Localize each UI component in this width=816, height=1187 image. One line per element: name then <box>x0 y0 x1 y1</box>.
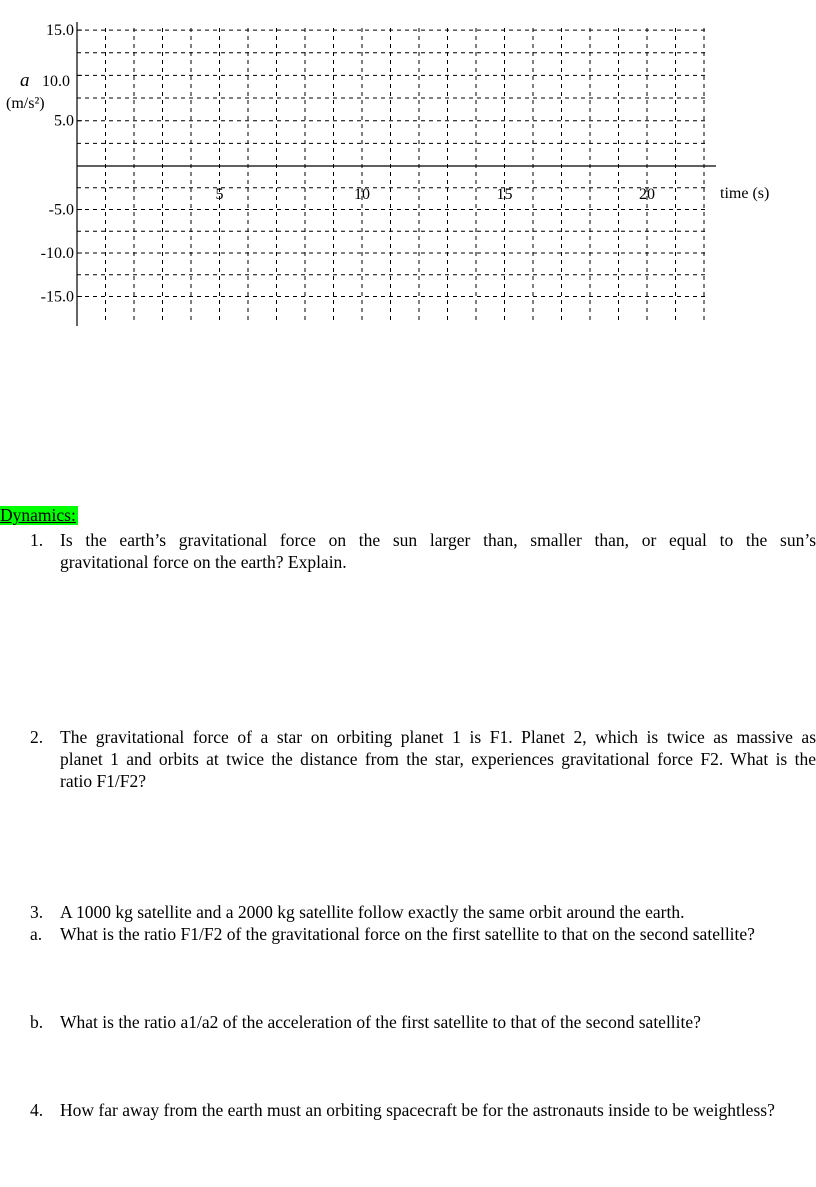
question-number: 1. <box>30 530 44 550</box>
question-number: 4. <box>30 1100 44 1120</box>
question-text-line: A 1000 kg satellite and a 2000 kg satellite follow exactly the same orbit around the earth. <box>60 902 685 922</box>
x-tick-label: 20 <box>639 186 655 203</box>
question-text-line: What is the ratio F1/F2 of the gravitational force on the first satellite to that on the second satellite? <box>60 924 755 944</box>
y-axis-value-label: 10.0 <box>42 73 70 90</box>
y-axis-symbol: a <box>20 70 30 91</box>
acceleration-time-graph <box>0 0 816 340</box>
question-4 <box>30 1099 816 1121</box>
question-number: 2. <box>30 727 44 747</box>
section-title: Dynamics: <box>0 505 76 525</box>
graph-grid <box>77 28 706 320</box>
question-3a <box>30 923 816 945</box>
y-axis-units: (m/s²) <box>6 95 45 112</box>
question-text-line: ratio F1/F2? <box>60 771 147 791</box>
y-tick-label: 5.0 <box>54 112 74 130</box>
y-tick-label: -5.0 <box>48 201 74 219</box>
x-tick-label: 5 <box>215 186 224 203</box>
x-tick-label: 10 <box>354 186 370 203</box>
y-tick-label: -10.0 <box>40 245 74 262</box>
x-tick-labels <box>216 186 656 203</box>
x-tick-label: 15 <box>496 186 513 203</box>
question-number: a. <box>30 924 43 944</box>
question-3 <box>30 901 816 923</box>
y-tick-label: 15.0 <box>46 22 74 40</box>
question-1 <box>30 529 816 573</box>
x-axis-label: time (s) <box>720 185 770 202</box>
y-tick-labels <box>41 22 82 305</box>
question-2 <box>30 726 816 792</box>
question-text-line: planet 1 and orbits at twice the distance from the star, experiences gravitational force F2. What is the <box>60 749 816 769</box>
question-3b <box>30 1011 816 1033</box>
y-tick-label: -15.0 <box>40 288 74 306</box>
question-text-line: The gravitational force of a star on orbiting planet 1 is F1. Planet 2, which is twice as massive as <box>60 727 816 747</box>
question-text-line: What is the ratio a1/a2 of the acceleration of the first satellite to that of the second satellite? <box>60 1012 701 1032</box>
question-text-line: Is the earth’s gravitational force on the sun larger than, smaller than, or equal to the sun’s <box>60 530 816 550</box>
question-number: 3. <box>30 902 44 922</box>
question-text-line: gravitational force on the earth? Explain. <box>60 552 347 572</box>
graph-axes <box>77 22 716 326</box>
question-number: b. <box>30 1012 44 1032</box>
question-text-line: How far away from the earth must an orbiting spacecraft be for the astronauts inside to be weightless? <box>60 1100 775 1120</box>
